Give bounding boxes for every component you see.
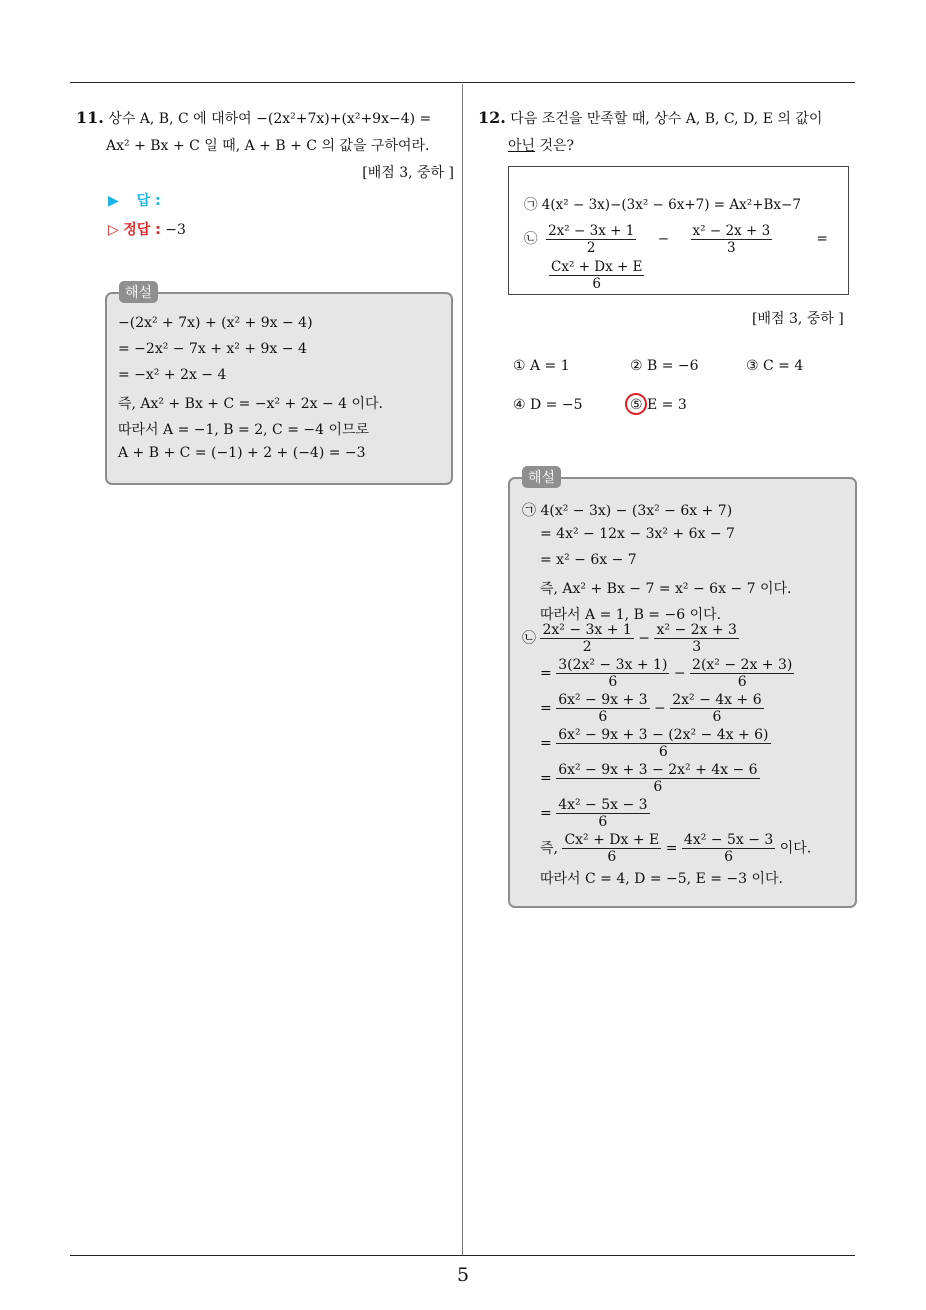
question-11-meta: [배점 3, 중하 ] — [362, 165, 454, 181]
solution-12-line: 즉, Ax² + Bx − 7 = x² − 6x − 7 이다. — [540, 581, 792, 597]
solution-12-line: = 4x² − 12x − 3x² + 6x − 7 — [540, 526, 735, 542]
fraction: $\frac{\text{x² − 2x + 3}}{3}$ — [692, 223, 771, 256]
correct-answer-value: −3 — [165, 222, 186, 238]
solution-12-step: 즉, $\frac{\text{Cx² + Dx + E}}{6}$ = $\frac{\text{4x² − 5x − 3}}{6}$ 이다. — [540, 832, 812, 865]
fraction: $\frac{\text{Cx² + Dx + E}}{6}$ — [551, 259, 643, 292]
underlined-word: 아닌 — [508, 138, 536, 154]
answer-label: 답 : — [136, 193, 161, 209]
fraction: $\frac{\text{6x² − 9x + 3 − 2x² + 4x − 6}}{6}$ — [558, 762, 758, 795]
solution-12-step: = $\frac{\text{6x² − 9x + 3 − (2x² − 4x + 6)}}{6}$ — [540, 727, 769, 760]
solution-11-line: 따라서 A = −1, B = 2, C = −4 이므로 — [118, 422, 370, 438]
solution-12-line: 따라서 A = 1, B = −6 이다. — [540, 607, 722, 623]
solution-11-line: = −x² + 2x − 4 — [118, 367, 227, 383]
solution-12-line: ㉠ 4(x² − 3x) − (3x² − 6x + 7) — [522, 503, 733, 519]
question-12-line1: 12. 다음 조건을 만족할 때, 상수 A, B, C, D, E 의 값이 — [478, 108, 823, 127]
solution-12-line: = x² − 6x − 7 — [540, 552, 637, 568]
solution-12-line: 따라서 C = 4, D = −5, E = −3 이다. — [540, 871, 784, 887]
top-rule — [70, 82, 855, 83]
condition-2: ㉡ $\frac{\text{2x² − 3x + 1}}{2}$ − $\frac{\text{x² − 2x + 3}}{3}$ = — [524, 223, 828, 256]
correct-answer-label: 정답 : — [123, 222, 161, 238]
fraction: $\frac{\text{4x² − 5x − 3}}{6}$ — [558, 797, 648, 830]
solution-12-step: = $\frac{\text{6x² − 9x + 3}}{6}$ − $\frac{\text{2x² − 4x + 6}}{6}$ — [540, 692, 762, 725]
fraction: $\frac{\text{2x² − 3x + 1}}{2}$ — [548, 223, 635, 256]
option-5[interactable]: ⑤ E = 3 — [630, 397, 687, 413]
bottom-rule — [70, 1255, 855, 1256]
question-11-line1: 11. 상수 A, B, C 에 대하여 −(2x²+7x)+(x²+9x−4) = — [76, 108, 432, 127]
correct-arrow-icon: ▷ — [108, 222, 119, 238]
question-11-line2: Ax² + Bx + C 일 때, A + B + C 의 값을 구하여라. — [106, 138, 430, 154]
question-11-number: 11. — [76, 108, 104, 127]
solution-11-line: = −2x² − 7x + x² + 9x − 4 — [118, 341, 307, 357]
fraction: $\frac{\text{2x² − 4x + 6}}{6}$ — [672, 692, 762, 725]
fraction: $\frac{\text{4x² − 5x − 3}}{6}$ — [683, 832, 774, 865]
condition-1: ㉠ 4(x² − 3x)−(3x² − 6x+7) = Ax²+Bx−7 — [524, 197, 801, 213]
condition-2-rhs — [549, 259, 644, 292]
solution-tag-11: 해설 — [119, 281, 158, 303]
correct-answer-line — [108, 219, 186, 239]
fraction: $\frac{\text{6x² − 9x + 3}}{6}$ — [558, 692, 648, 725]
option-1[interactable]: ① A = 1 — [513, 358, 570, 374]
solution-11-line: −(2x² + 7x) + (x² + 9x − 4) — [118, 315, 313, 331]
condition-box — [508, 166, 849, 295]
solution-tag-12: 해설 — [522, 466, 561, 488]
fraction: $\frac{\text{x² − 2x + 3}}{3}$ — [656, 622, 737, 655]
solution-11-line: 즉, Ax² + Bx + C = −x² + 2x − 4 이다. — [118, 396, 383, 412]
question-12 — [478, 104, 858, 160]
solution-11-line: A + B + C = (−1) + 2 + (−4) = −3 — [118, 445, 366, 461]
question-12-line2: 아닌 것은? — [508, 138, 575, 154]
option-3[interactable]: ③ C = 4 — [746, 358, 804, 374]
solution-12-step: = $\frac{\text{3(2x² − 3x + 1)}}{6}$ − $\frac{\text{2(x² − 2x + 3)}}{6}$ — [540, 657, 793, 690]
question-12-number: 12. — [478, 108, 506, 127]
fraction: $\frac{\text{2x² − 3x + 1}}{2}$ — [542, 622, 632, 655]
answer-arrow-icon: ▶ — [108, 193, 119, 209]
answer-line — [108, 190, 161, 210]
column-divider — [462, 84, 463, 1256]
page-number: 5 — [456, 1264, 470, 1286]
option-4[interactable]: ④ D = −5 — [513, 397, 583, 413]
fraction: $\frac{\text{2(x² − 2x + 3)}}{6}$ — [692, 657, 793, 690]
question-12-meta: [배점 3, 중하 ] — [752, 311, 844, 327]
solution-12-step: = $\frac{\text{4x² − 5x − 3}}{6}$ — [540, 797, 648, 830]
solution-12-step: = $\frac{\text{6x² − 9x + 3 − 2x² + 4x − 6}}{6}$ — [540, 762, 758, 795]
question-11 — [76, 104, 454, 187]
fraction: $\frac{\text{Cx² + Dx + E}}{6}$ — [564, 832, 660, 865]
fraction: $\frac{\text{3(2x² − 3x + 1)}}{6}$ — [558, 657, 668, 690]
option-2[interactable]: ② B = −6 — [630, 358, 699, 374]
solution-12-step: ㉡ $\frac{\text{2x² − 3x + 1}}{2}$ − $\frac{\text{x² − 2x + 3}}{3}$ — [522, 622, 737, 655]
fraction: $\frac{\text{6x² − 9x + 3 − (2x² − 4x + 6)}}{6}$ — [558, 727, 769, 760]
